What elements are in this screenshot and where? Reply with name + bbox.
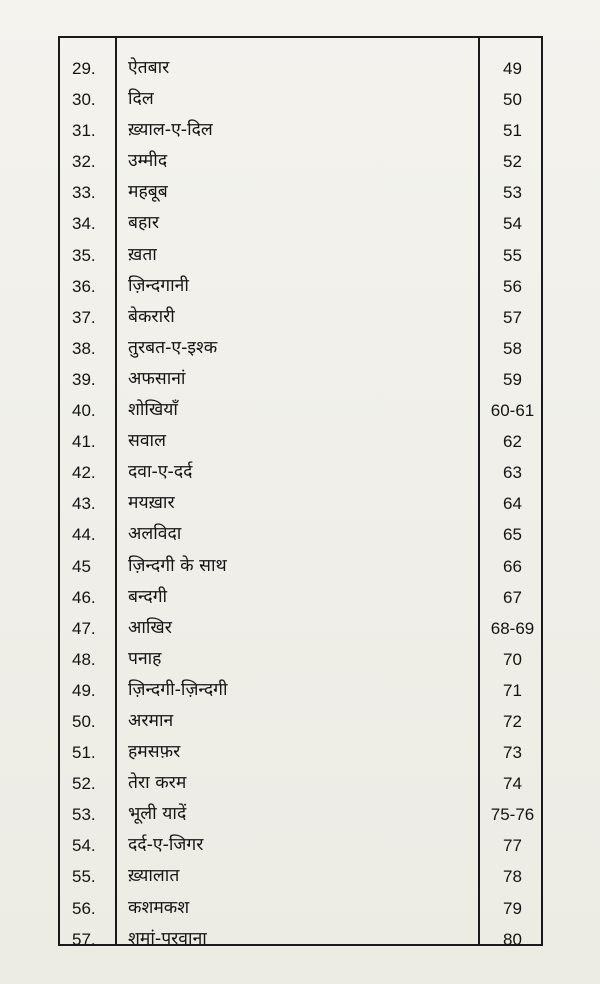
entry-title: उम्मीद [128,151,168,172]
toc-row [60,53,541,84]
entry-page-number: 73 [503,743,522,763]
entry-title: शोखियाँ [128,400,178,421]
entry-title: भूली यादें [128,804,187,825]
toc-row [60,830,541,861]
entry-title: अरमान [128,710,174,731]
entry-page-number: 56 [503,276,522,296]
entry-number: 57. [72,929,96,949]
entry-title: बन्दगी [128,586,168,607]
entry-page-number: 54 [503,214,522,234]
entry-number: 41. [72,432,96,452]
entry-page-number: 72 [503,711,522,731]
entry-page-number: 58 [503,338,522,358]
entry-number: 54. [72,836,96,856]
entry-title: दर्द-ए-जिगर [128,835,204,856]
entry-page-number: 65 [503,525,522,545]
entry-number: 47. [72,618,96,638]
table-of-contents [58,36,543,949]
entry-number: 44. [72,525,96,545]
entry-number: 56. [72,898,96,918]
entry-title: तुरबत-ए-इश्क [128,337,218,358]
toc-row [60,115,541,146]
entry-title: अलविदा [128,524,182,545]
entry-page-number: 80 [503,929,522,949]
entry-page-number: 79 [503,898,522,918]
entry-page-number: 67 [503,587,522,607]
entry-title: बेकरारी [128,306,175,327]
toc-row [60,302,541,333]
entry-number: 37. [72,307,96,327]
entry-page-number: 68-69 [490,618,535,638]
entry-page-number: 64 [503,494,522,514]
entry-number: 51. [72,743,96,763]
entry-number: 43. [72,494,96,514]
entry-title: ख़्याल-ए-दिल [128,120,213,141]
entry-page-number: 63 [503,463,522,483]
entry-page-number: 62 [503,432,522,452]
entry-title: ख़्यालात [128,866,180,887]
toc-row [60,551,541,582]
entry-number: 32. [72,152,96,172]
entry-page-number: 57 [503,307,522,327]
entry-number: 48. [72,649,96,669]
entry-title: ज़िन्दगानी [128,275,189,296]
toc-row [60,737,541,768]
entry-title: कशमकश [128,897,190,918]
entry-number: 39. [72,369,96,389]
entry-title: शमां-परवाना [128,928,207,949]
entry-page-number: 50 [503,90,522,110]
entry-page-number: 71 [503,680,522,700]
entry-number: 45 [72,556,91,576]
entry-number: 36. [72,276,96,296]
toc-row [60,613,541,644]
entry-number: 40. [72,401,96,421]
toc-row [60,240,541,271]
toc-row [60,146,541,177]
entry-number: 49. [72,680,96,700]
entry-title: पनाह [128,648,162,669]
toc-row [60,519,541,550]
entry-page-number: 77 [503,836,522,856]
entry-title: ऐतबार [128,58,170,78]
toc-row [60,799,541,830]
toc-row [60,426,541,457]
entry-title: अफसानां [128,368,186,389]
toc-row [60,84,541,115]
entry-title: हमसफ़र [128,742,181,763]
toc-row [60,582,541,613]
entry-number: 35. [72,245,96,265]
toc-row [60,706,541,737]
toc-row [60,675,541,706]
entry-number: 55. [72,867,96,887]
toc-row [60,333,541,364]
toc-rows [60,53,541,955]
entry-title: दिल [128,89,154,110]
toc-row [60,893,541,924]
entry-page-number: 55 [503,245,522,265]
entry-page-number: 75-76 [490,805,535,825]
entry-number: 50. [72,711,96,731]
entry-title: सवाल [128,431,166,452]
entry-number: 33. [72,183,96,203]
toc-row [60,924,541,955]
toc-row [60,644,541,675]
toc-row [60,271,541,302]
entry-number: 42. [72,463,96,483]
entry-number: 29. [72,59,96,78]
entry-number: 34. [72,214,96,234]
entry-title: महबूब [128,182,168,203]
entry-page-number: 52 [503,152,522,172]
entry-title: दवा-ए-दर्द [128,462,193,483]
entry-title: ज़िन्दगी-ज़िन्दगी [128,679,228,700]
entry-page-number: 60-61 [490,401,535,421]
entry-number: 52. [72,774,96,794]
toc-row [60,861,541,892]
toc-row [60,457,541,488]
toc-row [60,364,541,395]
entry-title: मयख़ार [128,493,175,514]
entry-title: ख़ता [128,244,157,265]
toc-row [60,177,541,208]
toc-row [60,488,541,519]
entry-number: 30. [72,90,96,110]
entry-title: आखिर [128,617,172,638]
entry-page-number: 66 [503,556,522,576]
toc-row [60,395,541,426]
entry-number: 38. [72,338,96,358]
entry-number: 46. [72,587,96,607]
entry-title: बहार [128,213,159,234]
entry-page-number: 53 [503,183,522,203]
entry-page-number: 51 [503,121,522,141]
entry-page-number: 78 [503,867,522,887]
entry-title: ज़िन्दगी के साथ [128,555,227,576]
entry-page-number: 74 [503,774,522,794]
toc-row [60,768,541,799]
entry-number: 31. [72,121,96,141]
entry-number: 53. [72,805,96,825]
entry-page-number: 49 [503,59,522,78]
entry-page-number: 59 [503,369,522,389]
toc-row [60,208,541,239]
entry-title: तेरा करम [128,773,187,794]
entry-page-number: 70 [503,649,522,669]
